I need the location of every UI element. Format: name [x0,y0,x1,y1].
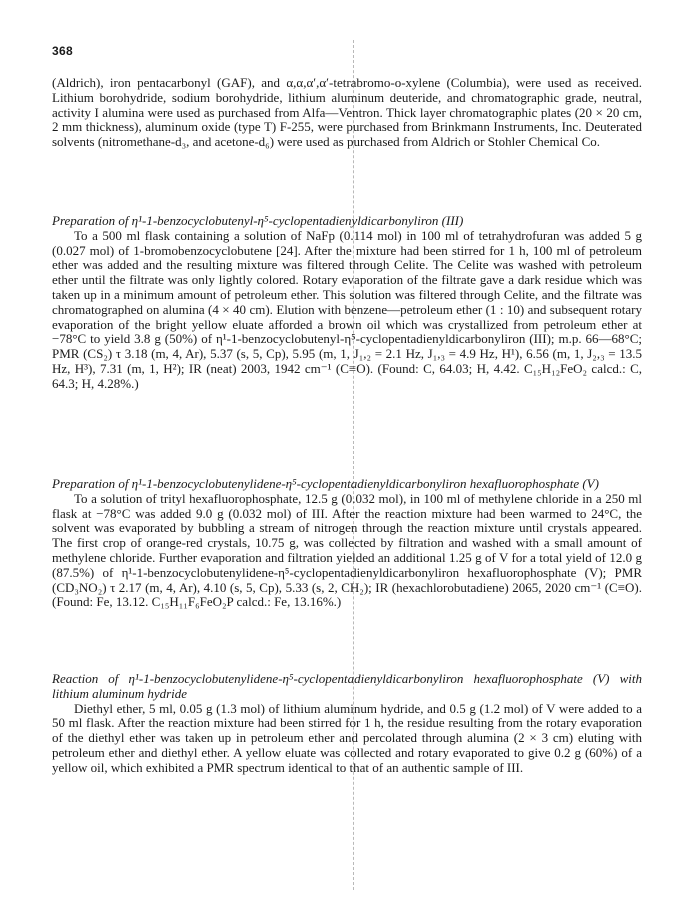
materials-paragraph-block [52,76,642,150]
section-reaction-v-lah [52,672,642,776]
section-body: To a 500 ml flask containing a solution of NaFp (0.114 mol) in 100 ml of tetrahydrofuran was added 5 g (0.027 mol) of 1-bromobenzocyclobutene [24]. After the mixture had been stirred for 1 h, 100 ml of petroleum ether was added and the resulting mixture was filtered through Celite. The Celite was washed with petroleum ether until the filtrate was only lightly colored. Rotary evaporation of the filtrate gave a dark residue which was taken up in a minimum amount of petroleum ether. This solution was filtered through Celite, and the filtrate was chromatographed on alumina (4 × 40 cm). Elution with benzene—petroleum ether (1 : 10) and subsequent rotary evaporation of the bright yellow eluate afforded a brown oil which was crystallized from petroleum ether at −78°C to yield 3.8 g (50%) of η¹-1-benzocyclobutenyl-η⁵-cyclopentadienyldicarbonyliron (III); m.p. 66—68°C; PMR (CS₂) τ 3.18 (m, 4, Ar), 5.37 (s, 5, Cp), 5.95 (m, 1, J₁,₂ = 2.1 Hz, J₁,₃ = 4.9 Hz, H¹), 6.56 (m, 1, J₂,₃ = 13.5 Hz, H³), 7.31 (m, 1, H²); IR (neat) 2003, 1942 cm⁻¹ (C≡O). (Found: C, 64.03; H, 4.42. C₁₅H₁₂FeO₂ calcd.: C, 64.3; H, 4.28%.) [52,227,642,391]
section-preparation-v [52,477,642,610]
section-heading: Preparation of η¹-1-benzocyclobutenyl-η⁵-cyclopentadienyldicarbonyliron (III) [52,213,464,228]
page-number: 368 [52,44,73,58]
section-preparation-iii [52,214,642,392]
materials-paragraph: (Aldrich), iron pentacarbonyl (GAF), and α,α,α′,α′-tetrabromo-o-xylene (Columbia), were used as received. Lithium borohydride, sodium borohydride, lithium aluminum deuteride, and chromatographic grade, neutral, activity I alumina were used as purchased from Alfa—Ventron. Thick layer chromatographic plates (20 × 20 cm, 2 mm thickness), aluminum oxide (type T) F-255, were purchased from Brinkmann Instruments, Inc. Deuterated solvents (nitromethane-d₃, and acetone-d₆) were used as purchased from Aldrich or Stohler Chemical Co. [52,75,642,150]
section-body: Diethyl ether, 5 ml, 0.05 g (1.3 mol) of lithium aluminum hydride, and 0.5 g (1.2 mol) of V were added to a 50 ml flask. After the reaction mixture had been stirred for 1 h, the residue resulting from the rotary evaporation of the diethyl ether was taken up in petroleum ether and percolated through alumina (2 × 3 cm) eluting with petroleum ether and diethyl ether. A yellow eluate was collected and rotary evaporated to give 0.2 g (60%) of a yellow oil, which exhibited a PMR spectrum identical to that of an authentic sample of III. [52,700,642,775]
section-heading: Preparation of η¹-1-benzocyclobutenylidene-η⁵-cyclopentadienyldicarbonyliron hexafluorophosphate (V) [52,476,599,491]
section-heading: Reaction of η¹-1-benzocyclobutenylidene-η⁵-cyclopentadienyldicarbonyliron hexafluorophosphate (V) with lithium aluminum hydride [52,671,642,701]
section-body: To a solution of trityl hexafluorophosphate, 12.5 g (0.032 mol), in 100 ml of methylene chloride in a 250 ml flask at −78°C was added 9.0 g (0.032 mol) of III. After the reaction mixture had been warmed to 24°C, the solvent was evaporated by bubbling a stream of nitrogen through the reaction mixture until crystals appeared. The first crop of orange-red crystals, 10.75 g, was collected by filtration and washed with a small amount of methylene chloride. Further evaporation and filtration yielded an additional 1.25 g of V for a total yield of 12.0 g (87.5%) of η¹-1-benzocyclobutenylidene-η⁵-cyclopentadienyldicarbonyliron hexafluorophosphate (V); PMR (CD₃NO₂) τ 2.17 (m, 4, Ar), 4.10 (s, 5, Cp), 5.33 (s, 2, CH₂); IR (hexachlorobutadiene) 2065, 2020 cm⁻¹ (C≡O). (Found: Fe, 13.12. C₁₅H₁₁F₆FeO₂P calcd.: Fe, 13.16%.) [52,490,642,610]
